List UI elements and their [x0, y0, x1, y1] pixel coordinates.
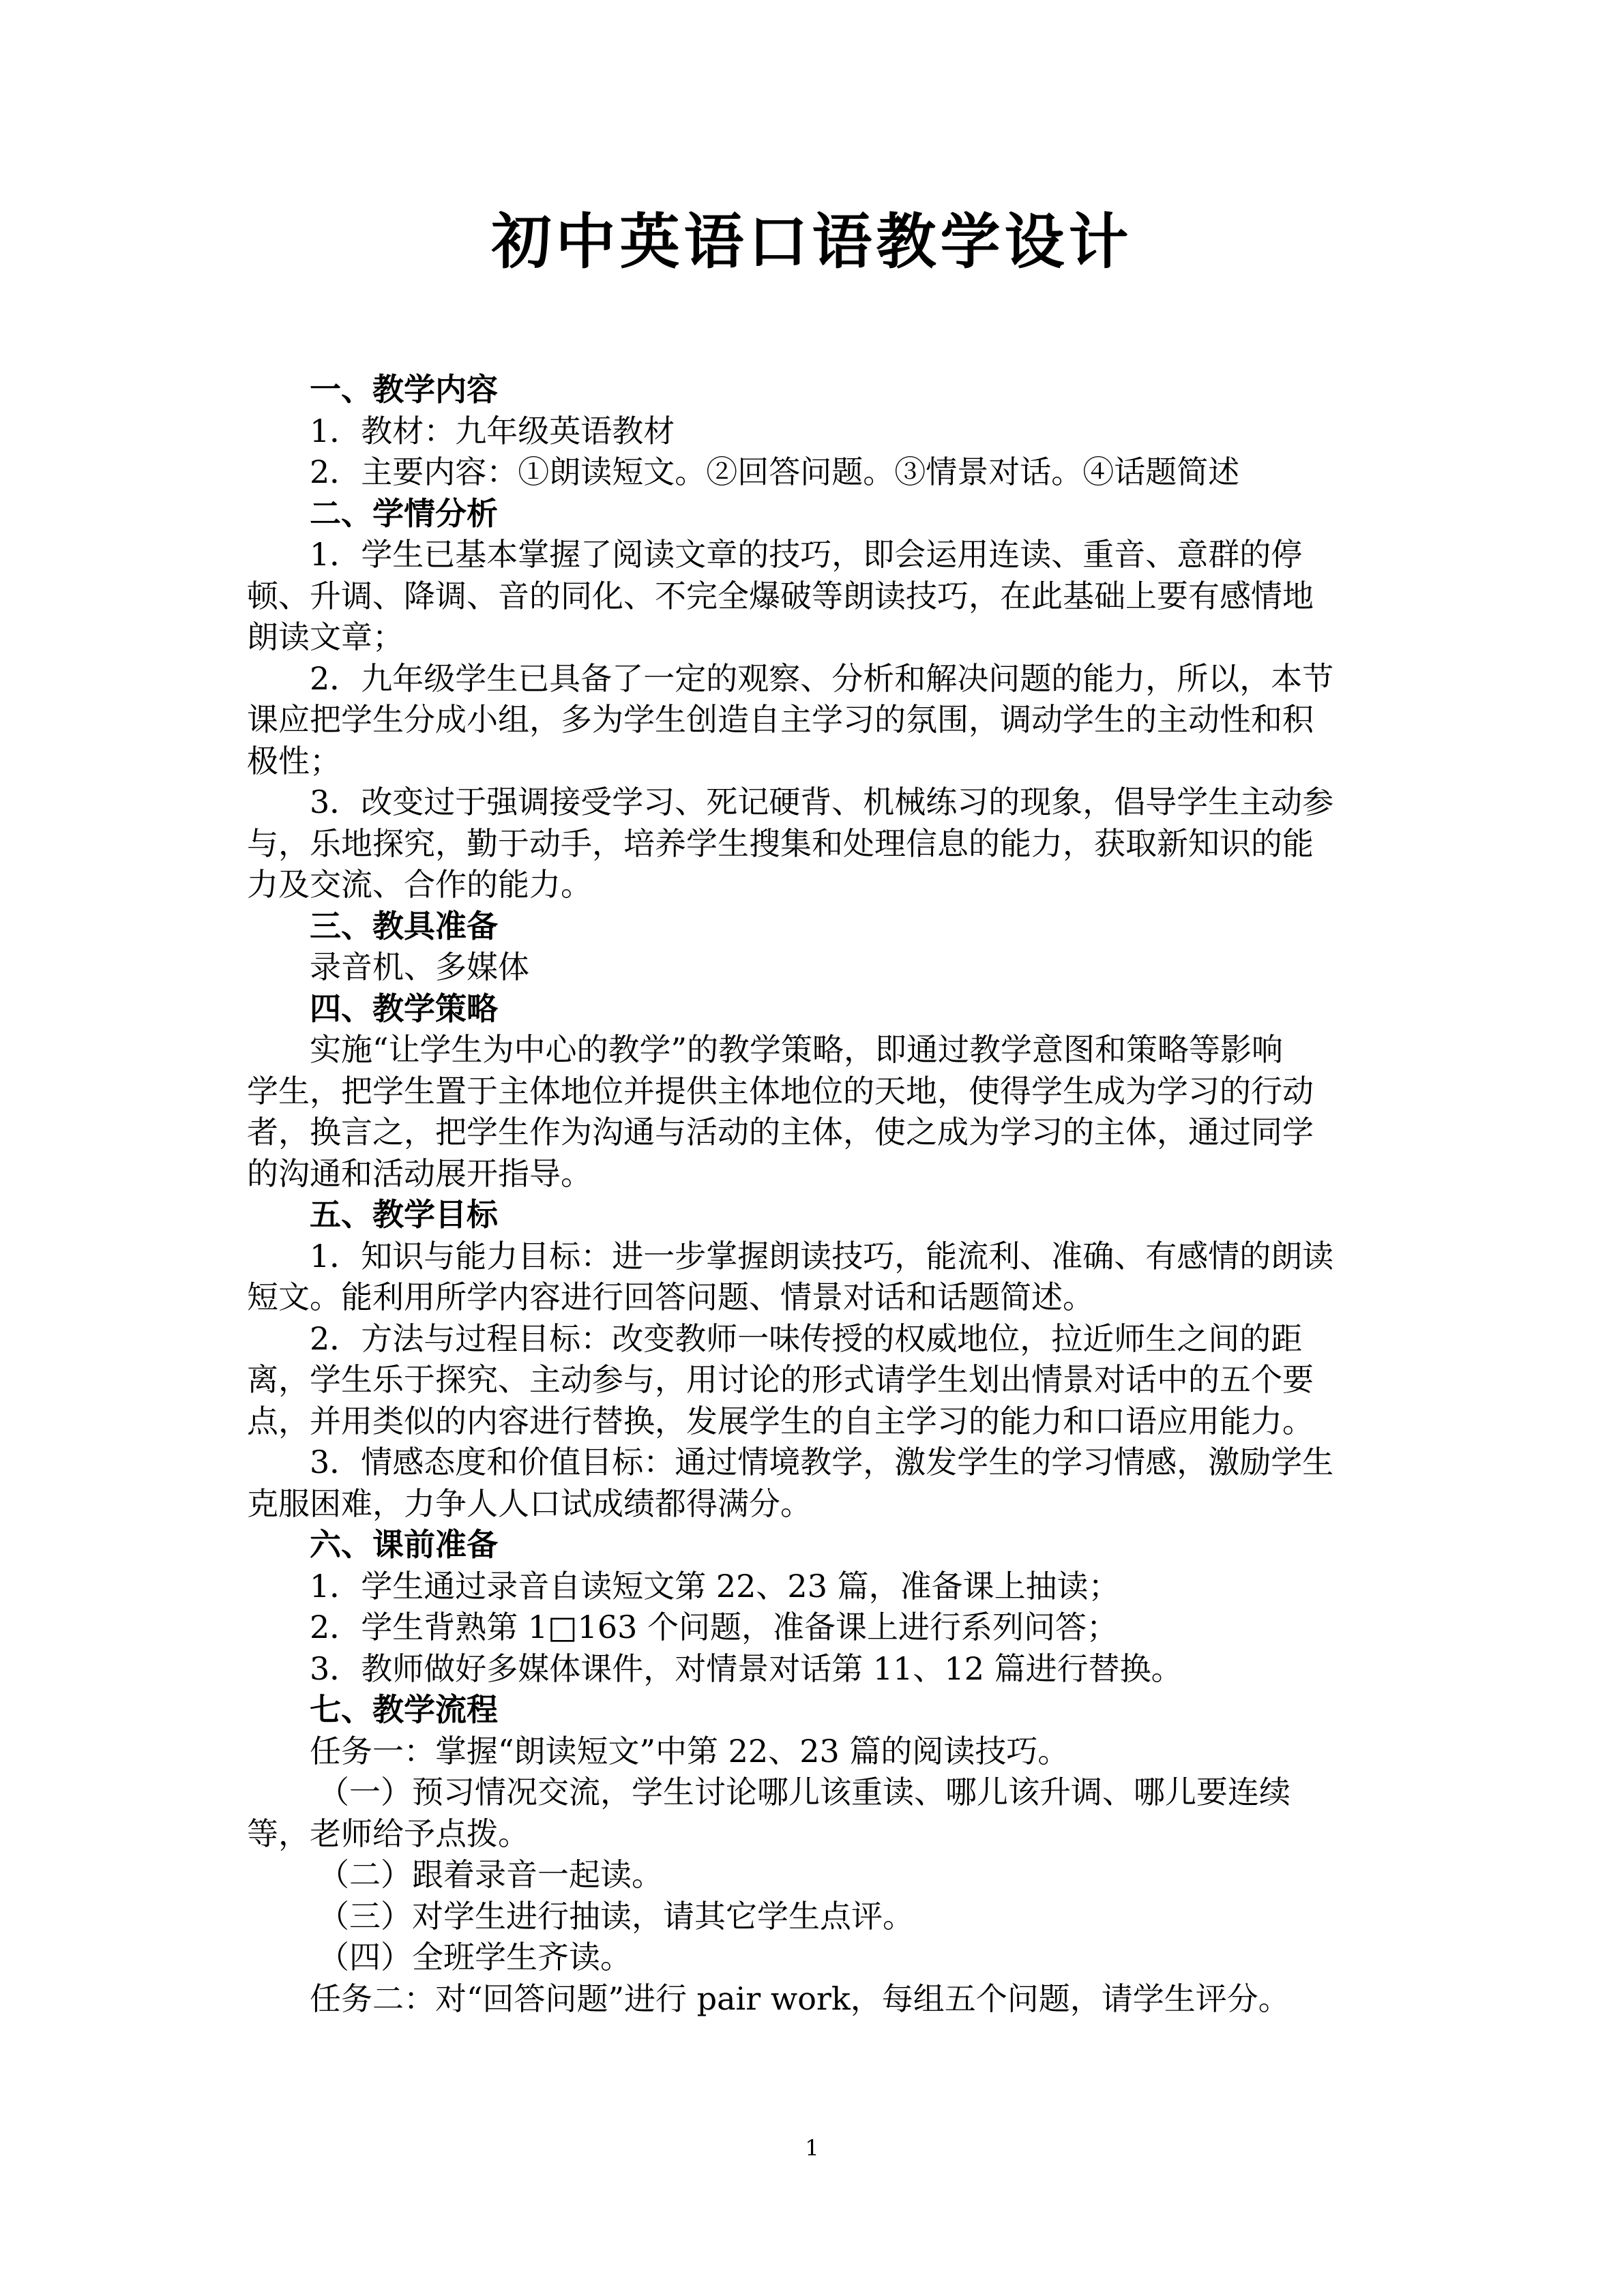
paragraph-line: 2．主要内容：①朗读短文。②回答问题。③情景对话。④话题简述: [310, 453, 1240, 490]
paragraph-line: 1．学生已基本掌握了阅读文章的技巧，即会运用连读、重音、意群的停: [310, 536, 1303, 573]
paragraph-line: 2．方法与过程目标：改变教师一味传授的权威地位，拉近师生之间的距: [310, 1320, 1303, 1357]
paragraph-line: 2．九年级学生已具备了一定的观察、分析和解决问题的能力，所以，本节: [310, 659, 1334, 697]
paragraph-line: 克服困难，力争人人口试成绩都得满分。: [247, 1485, 812, 1522]
paragraph-line: 课应把学生分成小组，多为学生创造自主学习的氛围，调动学生的主动性和积: [247, 701, 1314, 738]
paragraph-line: 者，换言之，把学生作为沟通与活动的主体，使之成为学习的主体，通过同学: [247, 1114, 1314, 1150]
document-title: 初中英语口语教学设计: [491, 207, 1133, 277]
paragraph-line: 1．知识与能力目标：进一步掌握朗读技巧，能流利、准确、有感情的朗读: [310, 1237, 1334, 1274]
paragraph-line: 朗读文章；: [247, 618, 404, 655]
paragraph-line: 极性；: [247, 742, 341, 779]
section-heading: 三、教具准备: [310, 907, 498, 944]
document-body: [247, 369, 1376, 2019]
paragraph-line: 力及交流、合作的能力。: [247, 866, 592, 903]
paragraph-line: 点，并用类似的内容进行替换，发展学生的自主学习的能力和口语应用能力。: [247, 1402, 1314, 1440]
paragraph-line: 学生，把学生置于主体地位并提供主体地位的天地，使得学生成为学习的行动: [247, 1072, 1314, 1109]
paragraph-line: 等，老师给予点拨。: [247, 1815, 529, 1852]
paragraph-line: 离，学生乐于探究、主动参与，用讨论的形式请学生划出情景对话中的五个要: [247, 1361, 1314, 1398]
paragraph-line: 3．改变过于强调接受学习、死记硬背、机械练习的现象，倡导学生主动参: [310, 784, 1334, 820]
paragraph-line: （四）全班学生齐读。: [318, 1939, 632, 1976]
paragraph-line: （三）对学生进行抽读，请其它学生点评。: [318, 1897, 914, 1935]
paragraph-line: 与，乐地探究，勤于动手，培养学生搜集和处理信息的能力，获取新知识的能: [247, 824, 1314, 862]
paragraph-line: 的沟通和活动展开指导。: [247, 1154, 592, 1192]
paragraph-line: 任务一：掌握“朗读短文”中第 22、23 篇的阅读技巧。: [310, 1732, 1069, 1770]
paragraph-line: 顿、升调、降调、音的同化、不完全爆破等朗读技巧，在此基础上要有感情地: [247, 577, 1314, 614]
section-heading: 七、教学流程: [310, 1691, 498, 1728]
paragraph-line: （一）预习情况交流，学生讨论哪儿该重读、哪儿该升调、哪儿要连续: [318, 1774, 1290, 1810]
section-heading: 四、教学策略: [310, 989, 498, 1027]
page-number: 1: [805, 2135, 819, 2161]
paragraph-line: 1．教材：九年级英语教材: [310, 412, 675, 449]
paragraph-line: （二）跟着录音一起读。: [318, 1856, 663, 1893]
paragraph-line: 3．教师做好多媒体课件，对情景对话第 11、12 篇进行替换。: [310, 1650, 1183, 1687]
paragraph-line: 1．学生通过录音自读短文第 22、23 篇，准备课上抽读；: [310, 1567, 1120, 1605]
paragraph-line: 短文。能利用所学内容进行回答问题、情景对话和话题简述。: [247, 1279, 1094, 1315]
paragraph-line: 实施“让学生为中心的教学”的教学策略，即通过教学意图和策略等影响: [310, 1031, 1284, 1068]
section-heading: 二、学情分析: [310, 494, 498, 532]
paragraph-line: 2．学生背熟第 1□163 个问题，准备课上进行系列问答；: [310, 1609, 1119, 1645]
paragraph-line: 3．情感态度和价值目标：通过情境教学，激发学生的学习情感，激励学生: [310, 1444, 1334, 1480]
paragraph-line: 录音机、多媒体: [310, 949, 529, 985]
section-heading: 六、课前准备: [310, 1526, 498, 1563]
paragraph-line: 任务二：对“回答问题”进行 pair work，每组五个问题，请学生评分。: [310, 1980, 1290, 2017]
section-heading: 五、教学目标: [310, 1196, 498, 1233]
section-heading: 一、教学内容: [310, 371, 498, 408]
